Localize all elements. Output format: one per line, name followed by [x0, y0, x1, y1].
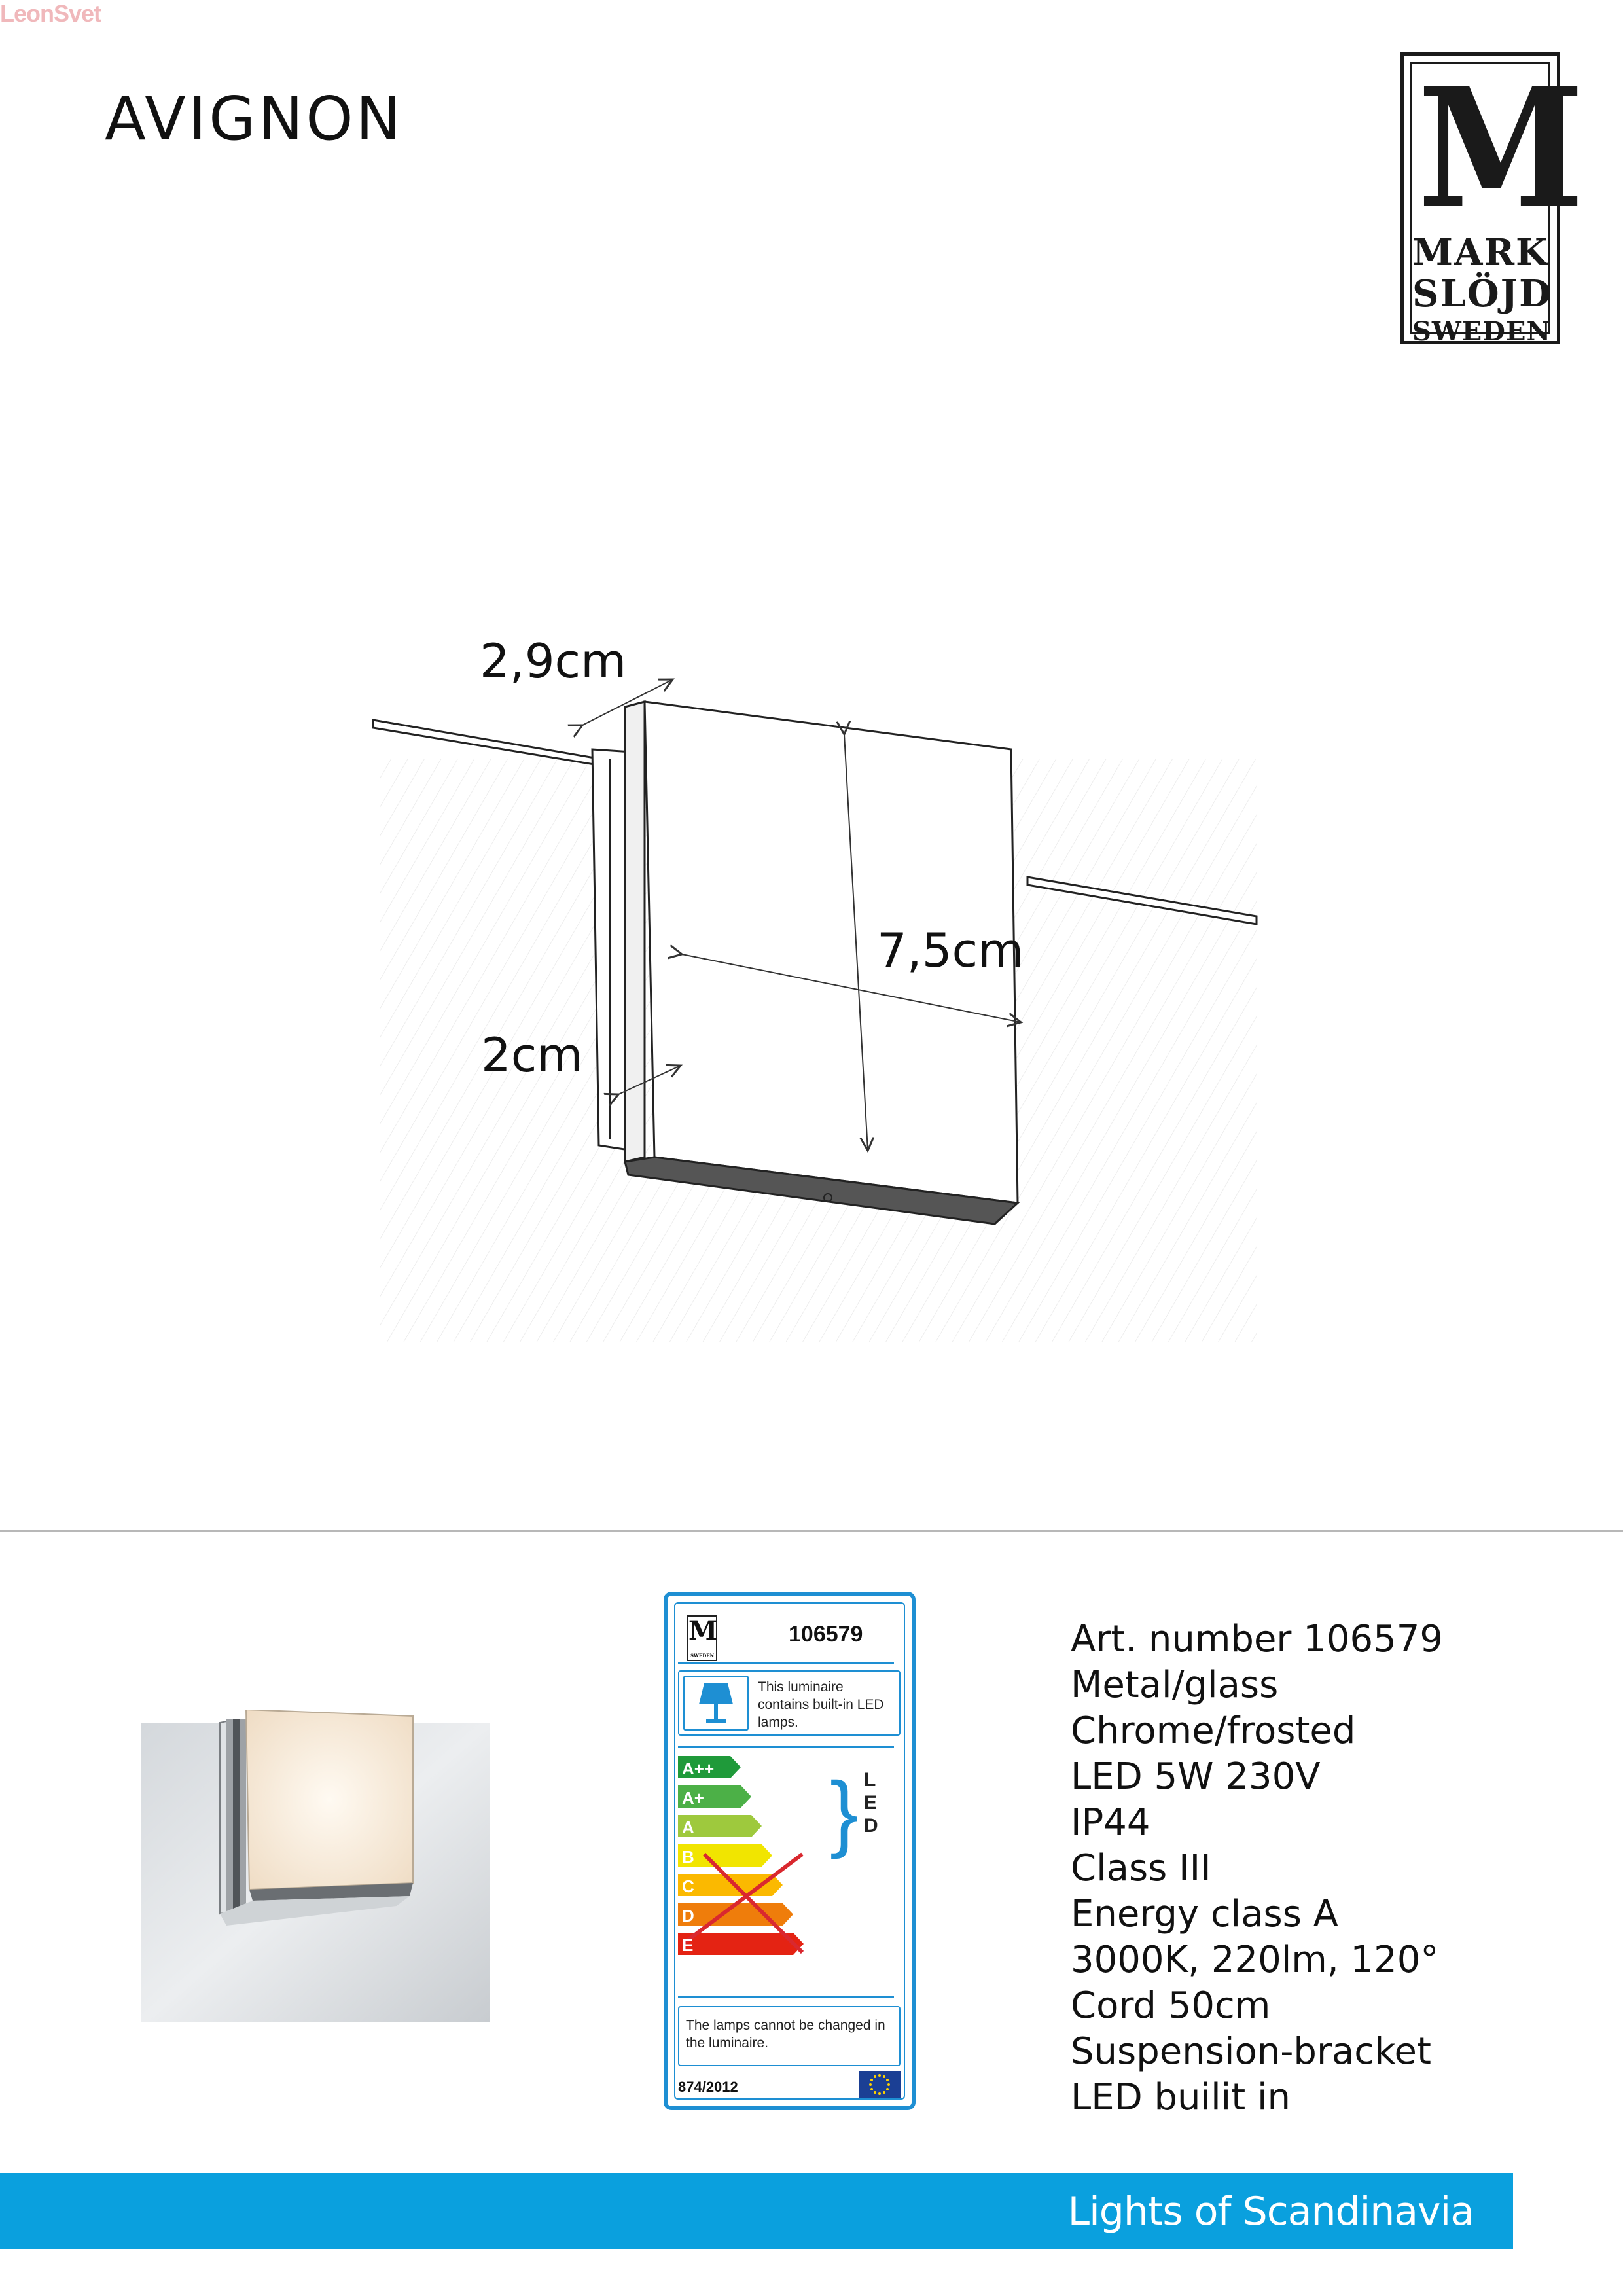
- label-article-number: 106579: [789, 1622, 863, 1647]
- lamp-side: [625, 702, 645, 1162]
- mirror-top-edge: [373, 720, 602, 766]
- spec-item: IP44: [1071, 1801, 1150, 1844]
- energy-class-label-app: A++: [682, 1759, 715, 1778]
- product-title: AVIGNON: [105, 84, 404, 154]
- section-divider: [0, 1530, 1623, 1532]
- footer-tagline: Lights of Scandinavia: [1067, 2189, 1474, 2234]
- energy-class-label-d: D: [682, 1906, 694, 1926]
- dimension-drawing: [366, 628, 1270, 1381]
- led-letter-d: D: [864, 1815, 878, 1837]
- label-brand-logo: [687, 1615, 717, 1661]
- logo-word-slojd: SLÖJD: [1412, 272, 1552, 315]
- energy-class-label-ap: A+: [682, 1788, 704, 1808]
- spec-list: [1071, 1617, 1443, 2121]
- dimension-size-label: 7,5cm: [877, 923, 1024, 978]
- energy-class-label-e: E: [682, 1935, 694, 1955]
- led-letter-l: L: [864, 1769, 876, 1791]
- led-letter-e: E: [864, 1792, 878, 1814]
- led-bracket-icon: }: [830, 1764, 859, 1859]
- spec-item: Cord 50cm: [1071, 1984, 1271, 2027]
- footer-band: [0, 2173, 1513, 2249]
- spec-item: Class III: [1071, 1847, 1211, 1890]
- dimension-depth-label: 2,9cm: [480, 634, 627, 689]
- label-contains-box: [678, 1670, 901, 1736]
- eu-flag-icon: [859, 2071, 901, 2098]
- logo-monogram: M: [1418, 52, 1584, 244]
- logo-word-mark: MARK: [1412, 231, 1549, 274]
- logo-word-sweden: SWEDEN: [1412, 316, 1552, 347]
- spec-item: Energy class A: [1071, 1893, 1338, 1935]
- label-logo-monogram: M: [688, 1615, 718, 1646]
- spec-item: LED builit in: [1071, 2076, 1291, 2119]
- dimension-offset-label: 2cm: [481, 1028, 583, 1083]
- spec-item: Suspension-bracket: [1071, 2030, 1431, 2073]
- label-contains-text: This luminaire contains built-in LED lamps.: [758, 1679, 884, 1730]
- brand-logo: [1400, 52, 1584, 347]
- watermark-text: LeonSvet: [0, 0, 101, 27]
- spec-item: 3000K, 220lm, 120°: [1071, 1939, 1439, 1981]
- energy-class-label-c: C: [682, 1876, 694, 1896]
- crossout-line-1: [685, 1854, 802, 1943]
- lamp-icon: [683, 1676, 749, 1731]
- label-logo-sweden: SWEDEN: [690, 1653, 715, 1659]
- energy-class-label-b: B: [682, 1847, 694, 1867]
- spec-item: Metal/glass: [1071, 1664, 1279, 1706]
- label-regulation: 874/2012: [678, 2079, 738, 2095]
- spec-item: Art. number 106579: [1071, 1618, 1444, 1660]
- spec-item: Chrome/frosted: [1071, 1710, 1356, 1752]
- product-photo: [141, 1710, 490, 2022]
- label-lamp-note: The lamps cannot be changed in the luminaire.: [678, 2006, 901, 2066]
- energy-class-label-a: A: [682, 1818, 694, 1837]
- energy-label: [664, 1592, 916, 2110]
- spec-item: LED 5W 230V: [1071, 1755, 1321, 1798]
